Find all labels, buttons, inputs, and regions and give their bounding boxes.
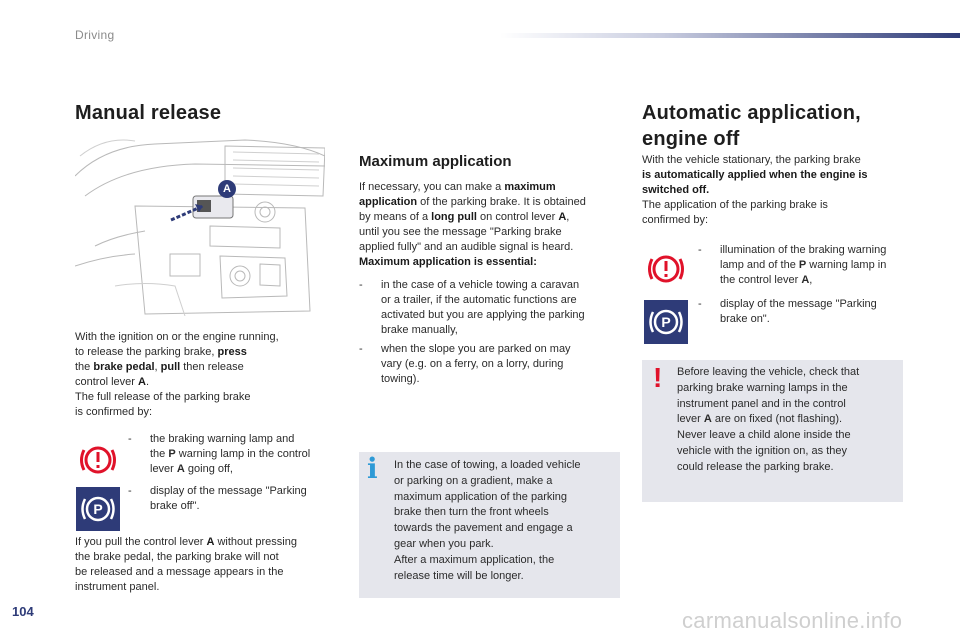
svg-text:P: P	[93, 501, 103, 517]
automatic-application-title: Automatic application, engine off	[642, 102, 861, 150]
automatic-application-bullet-2: - display of the message "Parking brake on".	[698, 298, 877, 325]
maximum-application-title: Maximum application	[359, 153, 512, 170]
page-number: 104	[12, 604, 34, 619]
automatic-application-body: With the vehicle stationary, the parking brake is automatically applied when the engine is switched off. The application of the parking brake is confirmed by:	[642, 154, 868, 226]
manual-release-title: Manual release	[75, 102, 222, 124]
maximum-application-case-2: - when the slope you are parked on may vary (e.g. on a ferry, on a lorry, during towing).	[359, 343, 571, 385]
watermark: carmanualsonline.info	[682, 608, 903, 633]
leaving-vehicle-warning-text: Before leaving the vehicle, check that parking brake warning lamps in the instrument panel and in the control lever A are on fixed (not flashing). Never leave a child alone inside the vehicle with the ignition on, as they could release the parking brake.	[677, 366, 860, 473]
maximum-application-case-1: - in the case of a vehicle towing a caravan or a trailer, if the automatic functions are activated but you are applying the parking brake manually,	[359, 279, 585, 336]
manual-release-bullet-2: - display of the message "Parking brake off".	[128, 485, 307, 512]
maximum-application-body: If necessary, you can make a maximum application of the parking brake. It is obtained by means of a long pull on control lever A, until you see the message "Parking brake applied fully" and an audible signal is heard. Maximum application is essential:	[359, 181, 586, 268]
manual-release-outro: If you pull the control lever A without pressing the brake pedal, the parking brake will not be released and a message appears in the instrument panel.	[75, 536, 297, 593]
parking-p-icon	[644, 300, 688, 344]
section-header: Driving	[75, 28, 115, 42]
towing-info-text: In the case of towing, a loaded vehicle or parking on a gradient, make a maximum application of the parking brake then turn the front wheels towards the pavement and engage a gear when you park. After a maximum application, the release time will be longer.	[394, 459, 581, 582]
automatic-application-bullet-1: - illumination of the braking warning lamp and of the P warning lamp in the control lever A,	[698, 244, 887, 286]
manual-release-intro: With the ignition on or the engine running, to release the parking brake, press the brake pedal, pull then release control lever A. The full release of the parking brake is confirmed by:	[75, 331, 279, 418]
brake-warning-icon	[76, 438, 120, 482]
svg-text:P: P	[661, 314, 671, 330]
dashboard-illustration	[75, 136, 325, 316]
header-decoration-bar	[500, 33, 960, 38]
manual-release-bullet-1: - the braking warning lamp and the P warning lamp in the control lever A going off,	[128, 433, 311, 475]
info-icon: i	[367, 452, 378, 485]
parking-p-icon	[76, 487, 120, 531]
lever-a-marker: A	[218, 180, 236, 198]
warning-exclamation-icon: !	[653, 362, 663, 393]
brake-warning-icon	[644, 247, 688, 291]
